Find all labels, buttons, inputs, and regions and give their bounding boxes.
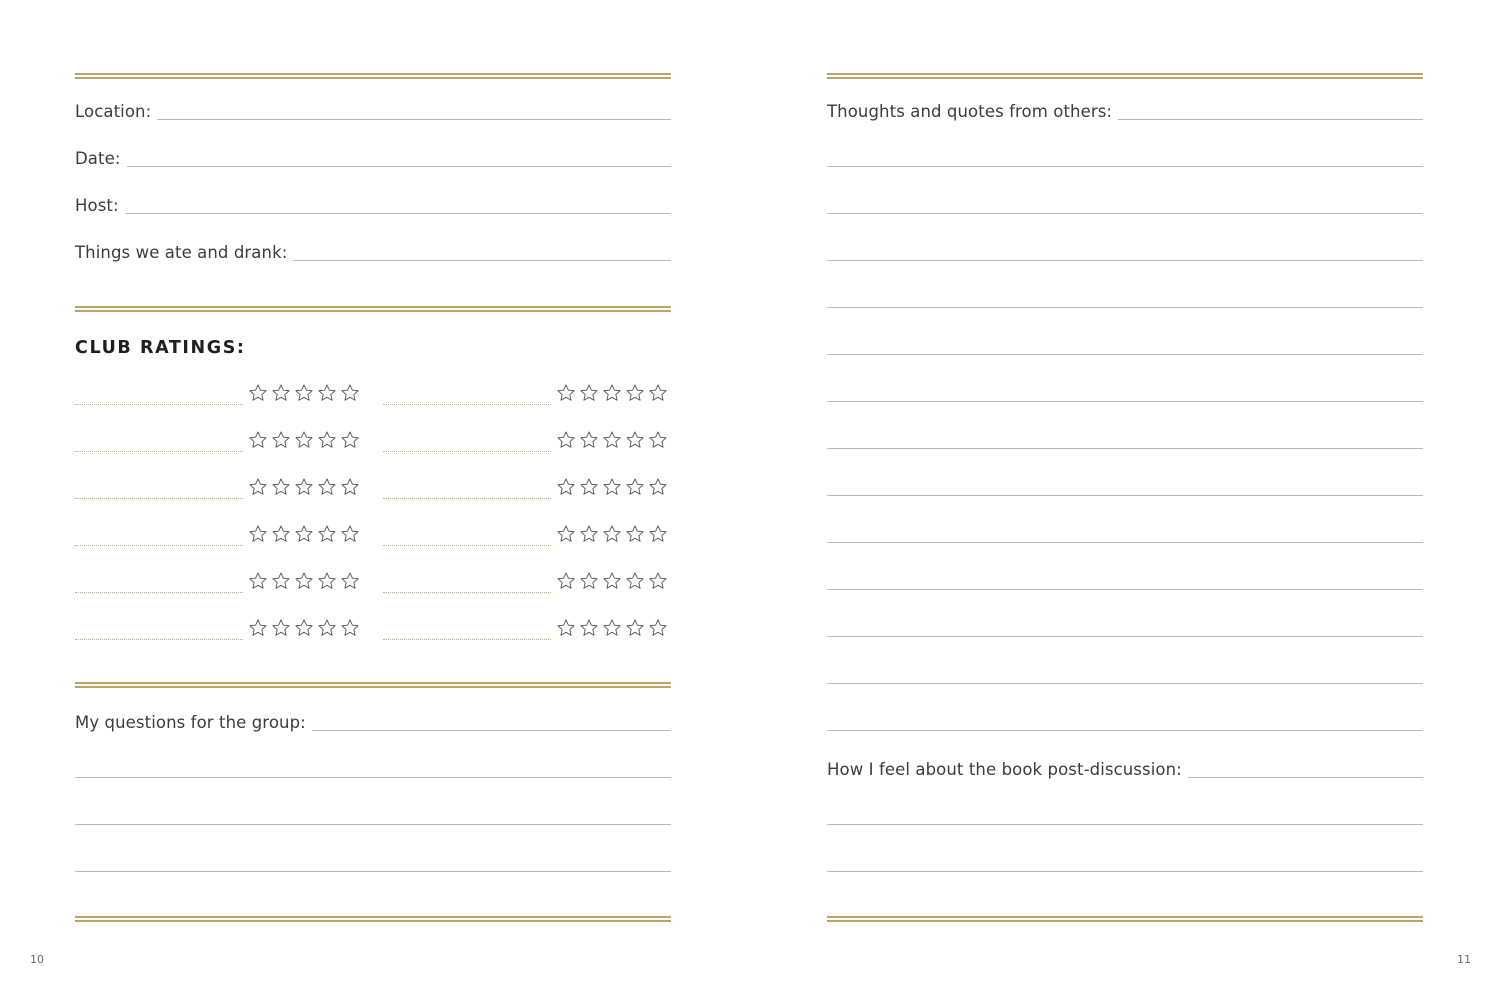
food-drink-line[interactable] bbox=[293, 260, 671, 261]
questions-line[interactable] bbox=[312, 730, 671, 731]
star-outline-icon[interactable] bbox=[556, 477, 576, 497]
thoughts-ruled-line[interactable] bbox=[827, 354, 1423, 355]
gold-divider bbox=[827, 73, 1423, 79]
star-outline-icon[interactable] bbox=[271, 430, 291, 450]
thoughts-ruled-line[interactable] bbox=[827, 683, 1423, 684]
star-rating bbox=[248, 571, 360, 593]
star-outline-icon[interactable] bbox=[248, 571, 268, 591]
member-name-line[interactable] bbox=[383, 545, 551, 546]
thoughts-ruled-line[interactable] bbox=[827, 495, 1423, 496]
questions-ruled-line[interactable] bbox=[75, 777, 671, 778]
rating-row bbox=[75, 383, 671, 405]
rating-entry bbox=[75, 477, 362, 499]
rating-row bbox=[75, 430, 671, 452]
member-name-line[interactable] bbox=[75, 592, 243, 593]
star-outline-icon[interactable] bbox=[556, 618, 576, 638]
star-outline-icon[interactable] bbox=[317, 383, 337, 403]
star-outline-icon[interactable] bbox=[248, 524, 268, 544]
date-field[interactable] bbox=[75, 149, 671, 169]
star-outline-icon[interactable] bbox=[625, 430, 645, 450]
star-outline-icon[interactable] bbox=[556, 383, 576, 403]
food-drink-label: Things we ate and drank: bbox=[75, 243, 288, 262]
star-outline-icon[interactable] bbox=[248, 618, 268, 638]
thoughts-ruled-line[interactable] bbox=[827, 542, 1423, 543]
thoughts-ruled-line[interactable] bbox=[827, 730, 1423, 731]
rating-entry bbox=[75, 430, 362, 452]
star-outline-icon[interactable] bbox=[625, 477, 645, 497]
star-outline-icon[interactable] bbox=[602, 524, 622, 544]
thoughts-ruled-line[interactable] bbox=[827, 166, 1423, 167]
star-outline-icon[interactable] bbox=[340, 524, 360, 544]
feel-ruled-line[interactable] bbox=[827, 824, 1423, 825]
star-outline-icon[interactable] bbox=[340, 571, 360, 591]
star-outline-icon[interactable] bbox=[317, 524, 337, 544]
club-ratings-heading: CLUB RATINGS: bbox=[75, 338, 246, 358]
location-line[interactable] bbox=[157, 119, 671, 120]
star-outline-icon[interactable] bbox=[579, 524, 599, 544]
member-name-line[interactable] bbox=[75, 639, 243, 640]
star-outline-icon[interactable] bbox=[340, 430, 360, 450]
location-field[interactable] bbox=[75, 102, 671, 122]
thoughts-ruled-line[interactable] bbox=[827, 448, 1423, 449]
star-outline-icon[interactable] bbox=[579, 618, 599, 638]
star-outline-icon[interactable] bbox=[556, 524, 576, 544]
rating-row bbox=[75, 524, 671, 546]
star-outline-icon[interactable] bbox=[340, 383, 360, 403]
star-outline-icon[interactable] bbox=[625, 383, 645, 403]
member-name-line[interactable] bbox=[75, 498, 243, 499]
questions-ruled-line[interactable] bbox=[75, 871, 671, 872]
gold-divider bbox=[75, 682, 671, 688]
star-rating bbox=[556, 383, 668, 405]
rating-entry bbox=[383, 477, 670, 499]
star-outline-icon[interactable] bbox=[317, 477, 337, 497]
member-name-line[interactable] bbox=[75, 404, 243, 405]
rating-entry bbox=[383, 571, 670, 593]
star-outline-icon[interactable] bbox=[556, 571, 576, 591]
star-rating bbox=[556, 477, 668, 499]
food-drink-field[interactable] bbox=[75, 243, 671, 263]
thoughts-ruled-line[interactable] bbox=[827, 213, 1423, 214]
star-outline-icon[interactable] bbox=[648, 430, 668, 450]
star-rating bbox=[556, 618, 668, 640]
star-rating bbox=[556, 524, 668, 546]
thoughts-field[interactable] bbox=[827, 102, 1423, 122]
star-rating bbox=[248, 618, 360, 640]
star-outline-icon[interactable] bbox=[602, 618, 622, 638]
star-outline-icon[interactable] bbox=[294, 383, 314, 403]
star-outline-icon[interactable] bbox=[648, 571, 668, 591]
star-outline-icon[interactable] bbox=[625, 524, 645, 544]
star-outline-icon[interactable] bbox=[579, 477, 599, 497]
star-rating bbox=[248, 477, 360, 499]
page-number-left: 10 bbox=[30, 953, 44, 966]
star-outline-icon[interactable] bbox=[294, 430, 314, 450]
star-outline-icon[interactable] bbox=[602, 430, 622, 450]
star-rating bbox=[248, 430, 360, 452]
star-outline-icon[interactable] bbox=[317, 571, 337, 591]
star-outline-icon[interactable] bbox=[340, 618, 360, 638]
star-outline-icon[interactable] bbox=[294, 618, 314, 638]
star-outline-icon[interactable] bbox=[602, 477, 622, 497]
thoughts-label: Thoughts and quotes from others: bbox=[827, 102, 1113, 121]
thoughts-ruled-line[interactable] bbox=[827, 636, 1423, 637]
star-outline-icon[interactable] bbox=[602, 571, 622, 591]
questions-field[interactable] bbox=[75, 713, 671, 733]
rating-row bbox=[75, 477, 671, 499]
star-outline-icon[interactable] bbox=[648, 524, 668, 544]
rating-entry bbox=[75, 571, 362, 593]
star-outline-icon[interactable] bbox=[317, 618, 337, 638]
star-outline-icon[interactable] bbox=[317, 430, 337, 450]
date-line[interactable] bbox=[127, 166, 672, 167]
star-outline-icon[interactable] bbox=[271, 618, 291, 638]
host-field[interactable] bbox=[75, 196, 671, 216]
feel-label: How I feel about the book post-discussion: bbox=[827, 760, 1182, 779]
star-rating bbox=[248, 524, 360, 546]
thoughts-line[interactable] bbox=[1118, 119, 1423, 120]
rating-entry bbox=[75, 524, 362, 546]
star-outline-icon[interactable] bbox=[579, 571, 599, 591]
star-outline-icon[interactable] bbox=[648, 477, 668, 497]
thoughts-ruled-line[interactable] bbox=[827, 260, 1423, 261]
gold-divider bbox=[75, 73, 671, 79]
member-name-line[interactable] bbox=[383, 639, 551, 640]
star-outline-icon[interactable] bbox=[248, 383, 268, 403]
location-label: Location: bbox=[75, 102, 152, 121]
rating-row bbox=[75, 571, 671, 593]
feel-ruled-line[interactable] bbox=[827, 871, 1423, 872]
host-label: Host: bbox=[75, 196, 119, 215]
star-outline-icon[interactable] bbox=[271, 477, 291, 497]
feel-field[interactable] bbox=[827, 760, 1423, 780]
star-outline-icon[interactable] bbox=[271, 524, 291, 544]
member-name-line[interactable] bbox=[75, 545, 243, 546]
star-outline-icon[interactable] bbox=[648, 618, 668, 638]
questions-ruled-line[interactable] bbox=[75, 824, 671, 825]
star-outline-icon[interactable] bbox=[625, 571, 645, 591]
rating-entry bbox=[383, 618, 670, 640]
star-outline-icon[interactable] bbox=[294, 571, 314, 591]
star-outline-icon[interactable] bbox=[648, 383, 668, 403]
member-name-line[interactable] bbox=[383, 592, 551, 593]
gold-divider bbox=[827, 916, 1423, 922]
member-name-line[interactable] bbox=[383, 498, 551, 499]
star-outline-icon[interactable] bbox=[294, 524, 314, 544]
date-label: Date: bbox=[75, 149, 121, 168]
questions-label: My questions for the group: bbox=[75, 713, 306, 732]
member-name-line[interactable] bbox=[383, 451, 551, 452]
gold-divider bbox=[75, 306, 671, 312]
star-outline-icon[interactable] bbox=[579, 430, 599, 450]
star-rating bbox=[556, 571, 668, 593]
rating-entry bbox=[75, 383, 362, 405]
rating-entry bbox=[383, 383, 670, 405]
rating-entry bbox=[75, 618, 362, 640]
thoughts-ruled-line[interactable] bbox=[827, 401, 1423, 402]
host-line[interactable] bbox=[125, 213, 671, 214]
right-page bbox=[827, 0, 1423, 1001]
rating-row bbox=[75, 618, 671, 640]
star-outline-icon[interactable] bbox=[579, 383, 599, 403]
member-name-line[interactable] bbox=[75, 451, 243, 452]
star-outline-icon[interactable] bbox=[340, 477, 360, 497]
star-outline-icon[interactable] bbox=[602, 383, 622, 403]
page-number-right: 11 bbox=[1457, 953, 1471, 966]
rating-entry bbox=[383, 524, 670, 546]
star-outline-icon[interactable] bbox=[556, 430, 576, 450]
thoughts-ruled-line[interactable] bbox=[827, 307, 1423, 308]
member-name-line[interactable] bbox=[383, 404, 551, 405]
star-outline-icon[interactable] bbox=[248, 477, 268, 497]
gold-divider bbox=[75, 916, 671, 922]
star-outline-icon[interactable] bbox=[294, 477, 314, 497]
star-outline-icon[interactable] bbox=[271, 383, 291, 403]
rating-entry bbox=[383, 430, 670, 452]
star-outline-icon[interactable] bbox=[625, 618, 645, 638]
star-rating bbox=[556, 430, 668, 452]
feel-line[interactable] bbox=[1188, 777, 1423, 778]
star-outline-icon[interactable] bbox=[248, 430, 268, 450]
star-outline-icon[interactable] bbox=[271, 571, 291, 591]
star-rating bbox=[248, 383, 360, 405]
left-page bbox=[75, 0, 671, 1001]
thoughts-ruled-line[interactable] bbox=[827, 589, 1423, 590]
